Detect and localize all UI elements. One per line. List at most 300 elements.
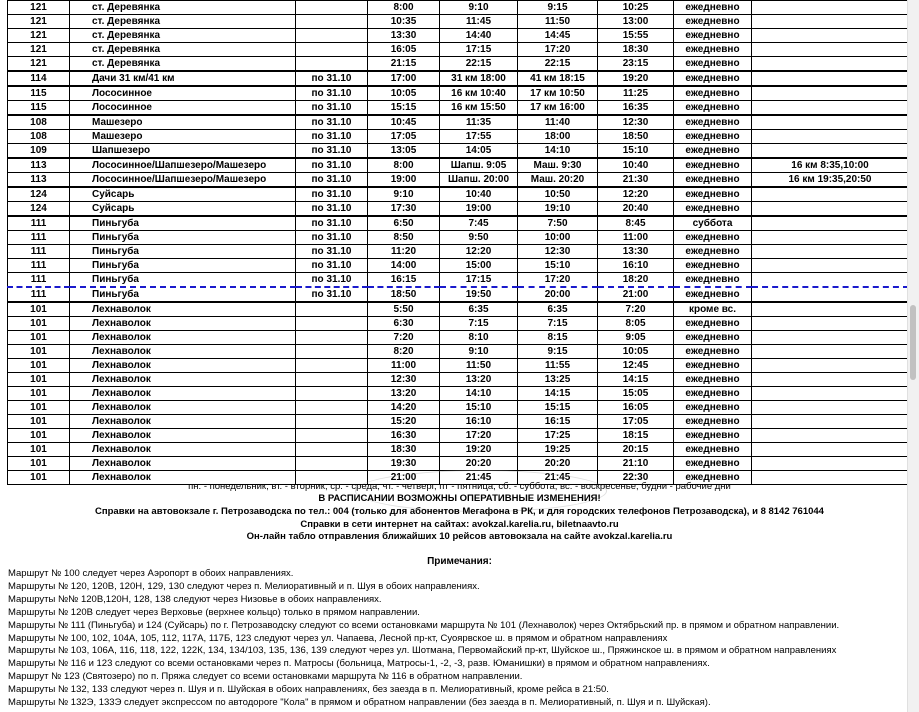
- table-cell: 17:15: [440, 43, 518, 57]
- vertical-scrollbar[interactable]: [907, 0, 919, 712]
- table-cell: ежедневно: [674, 101, 752, 116]
- table-cell: Лехнаволок: [70, 302, 296, 317]
- table-cell: ежедневно: [674, 359, 752, 373]
- note-item: Маршруты № 103, 106А, 116, 118, 122, 122К, 134, 134/103, 135, 136, 139 следуют через ул. Шотмана, Первомайский пр-кт, Шуйское ш., Пряжинское ш. в прямом и обратном направлениях: [8, 645, 837, 657]
- table-cell: Пиньгуба: [70, 273, 296, 288]
- table-cell: 10:40: [598, 158, 674, 173]
- table-cell: Пиньгуба: [70, 231, 296, 245]
- table-cell: 11:50: [518, 15, 598, 29]
- table-cell: [752, 415, 909, 429]
- table-cell: Лехнаволок: [70, 429, 296, 443]
- table-cell: 14:15: [518, 387, 598, 401]
- table-cell: 18:30: [368, 443, 440, 457]
- table-row: [8, 401, 909, 415]
- table-cell: 18:00: [518, 130, 598, 144]
- table-cell: [752, 43, 909, 57]
- table-cell: по 31.10: [296, 158, 368, 173]
- table-cell: ежедневно: [674, 86, 752, 101]
- table-cell: по 31.10: [296, 71, 368, 86]
- table-cell: [752, 373, 909, 387]
- table-cell: [296, 359, 368, 373]
- table-cell: 8:15: [518, 331, 598, 345]
- table-cell: 121: [8, 1, 70, 15]
- table-cell: ежедневно: [674, 429, 752, 443]
- note-item: Маршруты № 132, 133 следуют через п. Шуя и п. Шуйская в обоих направлениях, без заезда в п. Мелиоративный, кроме рейса в 21:50.: [8, 684, 609, 696]
- table-cell: [296, 429, 368, 443]
- table-row: [8, 415, 909, 429]
- table-cell: [752, 345, 909, 359]
- table-cell: ежедневно: [674, 273, 752, 288]
- table-cell: 111: [8, 273, 70, 288]
- table-cell: по 31.10: [296, 86, 368, 101]
- table-cell: [296, 401, 368, 415]
- table-cell: 12:30: [598, 115, 674, 130]
- table-cell: [296, 345, 368, 359]
- table-cell: 19:25: [518, 443, 598, 457]
- table-cell: Шапшезеро: [70, 144, 296, 159]
- table-cell: 115: [8, 86, 70, 101]
- table-cell: 101: [8, 317, 70, 331]
- note-item: Маршруты № 111 (Пиньгуба) и 124 (Суйсарь) по г. Петрозаводску следуют со всеми остановками маршрута № 101 (Лехнаволок) через Октябрьский пр. в прямом и обратном направлении.: [8, 619, 840, 631]
- table-cell: 8:05: [598, 317, 674, 331]
- table-cell: [296, 317, 368, 331]
- table-cell: 16 км 15:50: [440, 101, 518, 116]
- table-row: [8, 331, 909, 345]
- table-cell: 111: [8, 287, 70, 302]
- table-row: [8, 1, 909, 15]
- table-cell: 16:05: [368, 43, 440, 57]
- table-cell: Лососинное/Шапшезеро/Машезеро: [70, 158, 296, 173]
- table-cell: [752, 115, 909, 130]
- table-cell: 101: [8, 302, 70, 317]
- table-cell: 16:10: [598, 259, 674, 273]
- table-cell: 14:10: [440, 387, 518, 401]
- table-cell: 17:05: [368, 130, 440, 144]
- table-cell: 10:40: [440, 187, 518, 202]
- phone-info: Справки на автовокзале г. Петрозаводска по тел.: 004 (только для абонентов Мегафона в РК, и для городских телефонов Петрозаводска), и 8 8142 761044: [95, 506, 824, 517]
- table-cell: ежедневно: [674, 202, 752, 217]
- table-cell: 10:25: [598, 1, 674, 15]
- table-cell: 13:05: [368, 144, 440, 159]
- table-cell: 17:20: [518, 273, 598, 288]
- table-cell: 20:15: [598, 443, 674, 457]
- table-cell: [752, 130, 909, 144]
- table-cell: ежедневно: [674, 15, 752, 29]
- table-cell: 16 км 8:35,10:00: [752, 158, 909, 173]
- table-cell: [752, 86, 909, 101]
- table-cell: 11:25: [598, 86, 674, 101]
- table-cell: ежедневно: [674, 173, 752, 188]
- table-cell: 17 км 10:50: [518, 86, 598, 101]
- table-cell: ст. Деревянка: [70, 29, 296, 43]
- table-cell: 8:45: [598, 216, 674, 231]
- table-cell: 16:30: [368, 429, 440, 443]
- table-cell: 6:50: [368, 216, 440, 231]
- note-item: Маршруты № 120В следует через Верховье (верхнее кольцо) только в прямом направлении.: [8, 606, 420, 618]
- table-cell: ежедневно: [674, 457, 752, 471]
- table-row: [8, 202, 909, 217]
- table-cell: ст. Деревянка: [70, 15, 296, 29]
- table-cell: 7:15: [440, 317, 518, 331]
- table-cell: 9:15: [518, 345, 598, 359]
- table-cell: 19:50: [440, 287, 518, 302]
- table-cell: 13:00: [598, 15, 674, 29]
- table-cell: ежедневно: [674, 231, 752, 245]
- table-cell: 20:00: [518, 287, 598, 302]
- table-cell: Лехнаволок: [70, 345, 296, 359]
- note-item: Маршруты № 116 и 123 следуют со всеми остановками через п. Матросы (больница, Матросы-1, -2, -3, разв. Юманишки) в прямом и обратном направлениях.: [8, 658, 710, 670]
- table-cell: 14:40: [440, 29, 518, 43]
- table-cell: 121: [8, 57, 70, 72]
- table-cell: ежедневно: [674, 471, 752, 485]
- table-cell: 15:10: [598, 144, 674, 159]
- table-cell: 10:35: [368, 15, 440, 29]
- table-cell: 15:10: [440, 401, 518, 415]
- table-cell: 101: [8, 331, 70, 345]
- table-cell: Лехнаволок: [70, 373, 296, 387]
- table-row: [8, 259, 909, 273]
- table-cell: [752, 259, 909, 273]
- table-cell: 13:30: [598, 245, 674, 259]
- table-cell: [752, 202, 909, 217]
- table-cell: Пиньгуба: [70, 245, 296, 259]
- table-row: [8, 287, 909, 302]
- table-cell: 20:40: [598, 202, 674, 217]
- table-cell: Маш. 9:30: [518, 158, 598, 173]
- table-cell: по 31.10: [296, 273, 368, 288]
- table-cell: ежедневно: [674, 71, 752, 86]
- table-cell: Машезеро: [70, 130, 296, 144]
- table-cell: 16 км 10:40: [440, 86, 518, 101]
- table-cell: Суйсарь: [70, 187, 296, 202]
- table-cell: Маш. 20:20: [518, 173, 598, 188]
- table-cell: 21:45: [518, 471, 598, 485]
- table-cell: 14:05: [440, 144, 518, 159]
- table-cell: Лехнаволок: [70, 401, 296, 415]
- table-cell: [296, 15, 368, 29]
- table-cell: 12:45: [598, 359, 674, 373]
- table-cell: 10:45: [368, 115, 440, 130]
- table-cell: 9:15: [518, 1, 598, 15]
- table-cell: 124: [8, 187, 70, 202]
- table-cell: 17:00: [368, 71, 440, 86]
- table-row: [8, 387, 909, 401]
- table-cell: по 31.10: [296, 245, 368, 259]
- table-cell: 7:20: [368, 331, 440, 345]
- table-cell: 101: [8, 471, 70, 485]
- table-cell: Лососинное/Шапшезеро/Машезеро: [70, 173, 296, 188]
- table-cell: 10:00: [518, 231, 598, 245]
- table-cell: 8:00: [368, 1, 440, 15]
- table-row: [8, 86, 909, 101]
- table-cell: [752, 101, 909, 116]
- table-cell: 14:10: [518, 144, 598, 159]
- table-row: [8, 302, 909, 317]
- table-row: [8, 317, 909, 331]
- table-cell: 121: [8, 15, 70, 29]
- table-cell: [752, 302, 909, 317]
- table-cell: Шапш. 20:00: [440, 173, 518, 188]
- table-cell: 101: [8, 345, 70, 359]
- table-cell: 17:20: [440, 429, 518, 443]
- table-cell: 16:15: [368, 273, 440, 288]
- table-row: [8, 158, 909, 173]
- table-cell: [296, 57, 368, 72]
- table-cell: 19:30: [368, 457, 440, 471]
- table-cell: 15:05: [598, 387, 674, 401]
- table-cell: 22:15: [440, 57, 518, 72]
- table-cell: 8:10: [440, 331, 518, 345]
- table-cell: [296, 331, 368, 345]
- table-cell: ежедневно: [674, 331, 752, 345]
- table-cell: 21:45: [440, 471, 518, 485]
- table-cell: 101: [8, 387, 70, 401]
- table-cell: 41 км 18:15: [518, 71, 598, 86]
- table-cell: ежедневно: [674, 401, 752, 415]
- table-cell: Пиньгуба: [70, 287, 296, 302]
- table-cell: 11:50: [440, 359, 518, 373]
- table-cell: 6:35: [518, 302, 598, 317]
- table-cell: 17:05: [598, 415, 674, 429]
- table-cell: 13:20: [368, 387, 440, 401]
- table-cell: 17:15: [440, 273, 518, 288]
- table-cell: 9:10: [368, 187, 440, 202]
- table-cell: [752, 144, 909, 159]
- table-cell: 15:15: [518, 401, 598, 415]
- table-cell: 8:00: [368, 158, 440, 173]
- table-cell: по 31.10: [296, 202, 368, 217]
- table-cell: ежедневно: [674, 158, 752, 173]
- table-cell: 18:15: [598, 429, 674, 443]
- table-cell: Лехнаволок: [70, 457, 296, 471]
- table-cell: 13:25: [518, 373, 598, 387]
- table-cell: [752, 317, 909, 331]
- table-cell: по 31.10: [296, 287, 368, 302]
- table-cell: [752, 57, 909, 72]
- table-cell: 16:10: [440, 415, 518, 429]
- table-cell: 18:50: [368, 287, 440, 302]
- table-cell: 8:20: [368, 345, 440, 359]
- table-cell: суббота: [674, 216, 752, 231]
- table-cell: ежедневно: [674, 187, 752, 202]
- table-cell: 111: [8, 231, 70, 245]
- table-cell: [296, 387, 368, 401]
- table-row: [8, 115, 909, 130]
- table-cell: по 31.10: [296, 173, 368, 188]
- table-cell: по 31.10: [296, 231, 368, 245]
- table-row: [8, 245, 909, 259]
- table-row: [8, 216, 909, 231]
- table-cell: 108: [8, 130, 70, 144]
- note-item: Маршруты №№ 120В,120Н, 128, 138 следуют через Низовье в обоих направлениях.: [8, 593, 382, 605]
- table-cell: [752, 71, 909, 86]
- table-cell: [752, 331, 909, 345]
- notes-title: Примечания:: [427, 556, 492, 567]
- table-cell: 19:20: [440, 443, 518, 457]
- table-cell: 13:20: [440, 373, 518, 387]
- table-cell: [752, 443, 909, 457]
- table-cell: Шапш. 9:05: [440, 158, 518, 173]
- table-row: [8, 187, 909, 202]
- table-cell: 114: [8, 71, 70, 86]
- table-cell: 21:00: [368, 471, 440, 485]
- notes-list: [8, 568, 839, 710]
- table-cell: 15:15: [368, 101, 440, 116]
- table-cell: 17:20: [518, 43, 598, 57]
- table-cell: 17:55: [440, 130, 518, 144]
- table-cell: 113: [8, 158, 70, 173]
- table-cell: ежедневно: [674, 373, 752, 387]
- table-cell: ежедневно: [674, 287, 752, 302]
- table-cell: 7:50: [518, 216, 598, 231]
- table-cell: [296, 43, 368, 57]
- table-cell: по 31.10: [296, 216, 368, 231]
- note-item: Маршрут № 100 следует через Аэропорт в обоих направлениях.: [8, 568, 294, 579]
- table-cell: 9:50: [440, 231, 518, 245]
- table-cell: ежедневно: [674, 345, 752, 359]
- table-cell: 115: [8, 101, 70, 116]
- table-cell: 121: [8, 29, 70, 43]
- table-cell: 6:30: [368, 317, 440, 331]
- table-cell: ст. Деревянка: [70, 1, 296, 15]
- table-cell: 12:20: [598, 187, 674, 202]
- table-cell: 17:30: [368, 202, 440, 217]
- table-cell: [296, 457, 368, 471]
- table-cell: по 31.10: [296, 259, 368, 273]
- days-legend: пн. - понедельник, вт. - вторник, ср. - среда, чт. - четверг, пт - пятница, сб. - суббота, вс. - воскресенье, будни - рабочие дни: [188, 481, 731, 492]
- table-cell: Суйсарь: [70, 202, 296, 217]
- table-cell: 108: [8, 115, 70, 130]
- table-cell: ежедневно: [674, 130, 752, 144]
- table-cell: 22:15: [518, 57, 598, 72]
- table-row: [8, 457, 909, 471]
- table-cell: ежедневно: [674, 259, 752, 273]
- table-cell: ежедневно: [674, 144, 752, 159]
- table-cell: 9:10: [440, 1, 518, 15]
- table-cell: 22:30: [598, 471, 674, 485]
- table-cell: 11:45: [440, 15, 518, 29]
- table-cell: 101: [8, 373, 70, 387]
- table-cell: 101: [8, 443, 70, 457]
- table-cell: 15:10: [518, 259, 598, 273]
- table-cell: ежедневно: [674, 317, 752, 331]
- table-cell: 19:10: [518, 202, 598, 217]
- scrollbar-thumb[interactable]: [910, 305, 916, 380]
- table-cell: ст. Деревянка: [70, 57, 296, 72]
- table-cell: [752, 457, 909, 471]
- table-cell: 17:25: [518, 429, 598, 443]
- table-cell: 7:15: [518, 317, 598, 331]
- table-cell: Лехнаволок: [70, 359, 296, 373]
- table-cell: 12:20: [440, 245, 518, 259]
- online-board-info: Он-лайн табло отправления ближайших 10 рейсов автовокзала на сайте avokzal.karelia.ru: [246, 531, 673, 542]
- table-row: [8, 443, 909, 457]
- table-cell: 14:20: [368, 401, 440, 415]
- table-cell: [752, 429, 909, 443]
- table-cell: ежедневно: [674, 57, 752, 72]
- table-row: [8, 101, 909, 116]
- table-row: [8, 130, 909, 144]
- note-item: Маршрут № 123 (Святозеро) по п. Пряжа следует со всеми остановками маршрута № 116 в обратном направлении.: [8, 671, 523, 683]
- table-cell: 16:15: [518, 415, 598, 429]
- table-row: [8, 57, 909, 72]
- table-row: [8, 15, 909, 29]
- table-cell: 21:30: [598, 173, 674, 188]
- table-row: [8, 71, 909, 86]
- table-cell: 21:10: [598, 457, 674, 471]
- table-cell: 16:05: [598, 401, 674, 415]
- table-cell: ежедневно: [674, 387, 752, 401]
- table-cell: 20:20: [518, 457, 598, 471]
- table-cell: Дачи 31 км/41 км: [70, 71, 296, 86]
- table-cell: 5:50: [368, 302, 440, 317]
- table-cell: [296, 302, 368, 317]
- table-cell: 12:30: [518, 245, 598, 259]
- table-cell: 16 км 19:35,20:50: [752, 173, 909, 188]
- table-cell: 18:30: [598, 43, 674, 57]
- table-cell: ежедневно: [674, 29, 752, 43]
- table-cell: Лососинное: [70, 86, 296, 101]
- table-cell: 101: [8, 457, 70, 471]
- table-cell: [296, 29, 368, 43]
- table-cell: 15:00: [440, 259, 518, 273]
- table-row: [8, 173, 909, 188]
- table-cell: ежедневно: [674, 43, 752, 57]
- table-cell: [752, 387, 909, 401]
- table-cell: 15:55: [598, 29, 674, 43]
- table-cell: 101: [8, 415, 70, 429]
- table-cell: по 31.10: [296, 144, 368, 159]
- table-cell: 14:45: [518, 29, 598, 43]
- table-row: [8, 29, 909, 43]
- table-row: [8, 373, 909, 387]
- table-cell: Лехнаволок: [70, 471, 296, 485]
- table-cell: 12:30: [368, 373, 440, 387]
- table-cell: 18:50: [598, 130, 674, 144]
- table-row: [8, 144, 909, 159]
- table-cell: 18:20: [598, 273, 674, 288]
- table-cell: 9:05: [598, 331, 674, 345]
- table-cell: 9:10: [440, 345, 518, 359]
- table-cell: [752, 287, 909, 302]
- table-cell: 113: [8, 173, 70, 188]
- table-cell: 109: [8, 144, 70, 159]
- table-cell: Лехнаволок: [70, 317, 296, 331]
- table-cell: 13:30: [368, 29, 440, 43]
- table-cell: [296, 373, 368, 387]
- table-cell: по 31.10: [296, 101, 368, 116]
- table-row: [8, 359, 909, 373]
- table-cell: ежедневно: [674, 245, 752, 259]
- table-cell: 8:50: [368, 231, 440, 245]
- table-cell: 15:20: [368, 415, 440, 429]
- table-cell: 121: [8, 43, 70, 57]
- table-cell: 101: [8, 359, 70, 373]
- table-cell: 10:05: [598, 345, 674, 359]
- table-cell: 124: [8, 202, 70, 217]
- table-cell: [752, 29, 909, 43]
- table-cell: 101: [8, 429, 70, 443]
- table-cell: [296, 1, 368, 15]
- table-cell: [752, 245, 909, 259]
- web-info: Справки в сети интернет на сайтах: avokzal.karelia.ru, biletnaavto.ru: [300, 519, 619, 530]
- table-cell: 101: [8, 401, 70, 415]
- table-cell: 19:00: [368, 173, 440, 188]
- table-cell: ежедневно: [674, 443, 752, 457]
- table-cell: [752, 187, 909, 202]
- schedule-table: [7, 0, 909, 485]
- table-cell: [296, 415, 368, 429]
